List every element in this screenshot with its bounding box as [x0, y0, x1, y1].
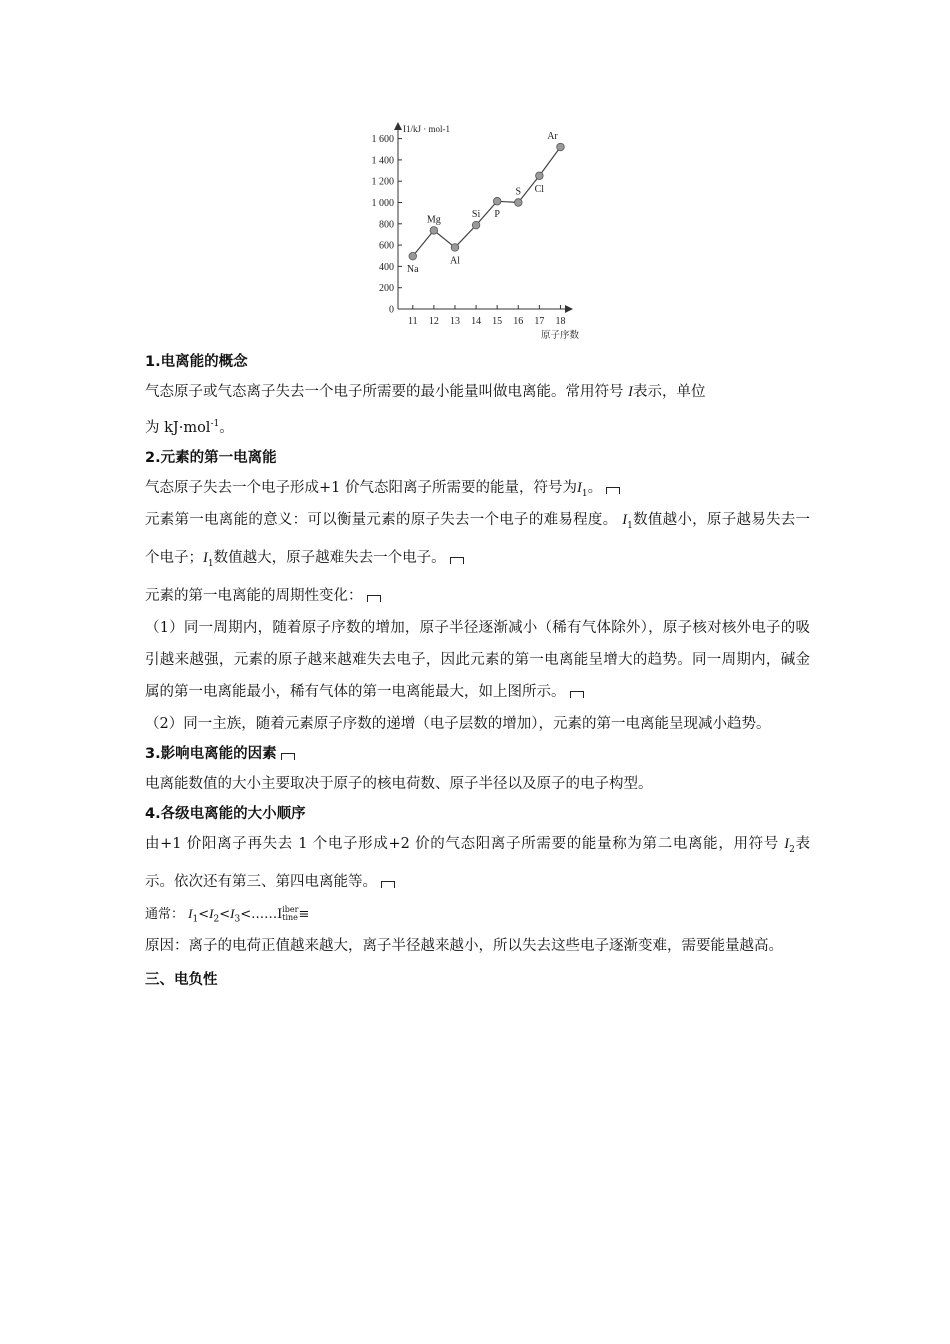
point-label: Si: [471, 209, 481, 221]
point-label: S: [515, 186, 522, 198]
paragraph-periodic-change: 元素的第一电离能的周期性变化：: [145, 580, 810, 612]
ionization-energy-chart: [355, 118, 595, 346]
x-tick-label: 16: [513, 316, 524, 327]
y-tick-label: 1 400: [371, 155, 394, 167]
heading-electronegativity: 三、电负性: [145, 971, 218, 988]
y-tick-label: 1 600: [371, 134, 394, 146]
paragraph-usual-order: 通常： $I_1<I_2<I_3<\dots\dots Iiber$ tine≡: [145, 905, 310, 925]
data-line: [413, 147, 561, 256]
x-tick-label: 15: [492, 316, 503, 327]
document-body: [145, 348, 810, 994]
paragraph-second-ionization: 由+1 价阳离子再失去 1 个电子形成+2 价的气态阳离子所需要的能量称为第二电离能，用符号 $I_2$表示。依次还有第三、第四电离能等。: [145, 835, 811, 890]
paragraph-reason: 原因：离子的电荷正值越来越大，离子半径越来越小，所以失去这些电子逐渐变难，需要能量越高。: [145, 937, 783, 954]
bookmark-icon: [281, 753, 295, 760]
data-point: [514, 199, 522, 207]
paragraph-same-group: （2）同一主族，随着元素原子序数的递增（电子层数的增加），元素的第一电离能呈现减小趋势。: [145, 715, 771, 732]
x-axis-label: 原子序数: [540, 331, 579, 341]
y-tick-label: 400: [379, 261, 394, 273]
data-point: [472, 221, 480, 229]
data-point: [536, 172, 544, 180]
y-tick-label: 600: [379, 240, 394, 252]
paragraph-same-period: （1）同一周期内，随着原子序数的增加，原子半径逐渐减小（稀有气体除外），原子核对核外电子的吸引越来越强，元素的原子越来越难失去电子，因此元素的第一电离能呈增大的趋势。同一周期内，碱金属的第一电离能最小，稀有气体的第一电离能最大，如上图所示。: [145, 619, 810, 700]
y-tick-label: 0: [389, 304, 394, 316]
point-label: Mg: [426, 214, 441, 226]
heading-first-ionization: 2.元素的第一电离能: [145, 449, 277, 466]
point-label: Ar: [547, 131, 558, 143]
garbled-fragment: iber tine: [282, 905, 299, 922]
point-label: Al: [449, 255, 460, 267]
x-tick-label: 11: [407, 316, 418, 327]
point-label: Na: [406, 264, 419, 276]
bookmark-icon: [450, 557, 464, 564]
data-point: [409, 252, 417, 260]
x-axis-arrow: [565, 305, 573, 313]
x-tick-label: 17: [534, 316, 545, 327]
bookmark-icon: [381, 881, 395, 888]
paragraph-first-ionization-definition: 气态原子失去一个电子形成+1 价气态阳离子所需要的能量，符号为$I_1$。: [145, 472, 810, 504]
heading-influencing-factors: 3.影响电离能的因素: [145, 740, 810, 768]
y-axis-arrow: [394, 122, 402, 130]
y-tick-label: 800: [379, 219, 394, 231]
y-tick-label: 1 000: [371, 198, 394, 209]
y-tick-label: 200: [379, 283, 394, 295]
x-tick-label: 18: [555, 316, 566, 327]
point-label: P: [494, 209, 500, 221]
data-point: [493, 197, 501, 205]
x-tick-label: 14: [471, 316, 482, 327]
data-point: [557, 143, 565, 151]
heading-order-of-ionization: 4.各级电离能的大小顺序: [145, 805, 306, 822]
paragraph-factors: 电离能数值的大小主要取决于原子的核电荷数、原子半径以及原子的电子构型。: [145, 775, 653, 792]
bookmark-icon: [606, 487, 620, 494]
y-axis-label: I1/kJ · mol-1: [403, 124, 450, 134]
heading-ionization-concept: 1.电离能的概念: [145, 354, 248, 370]
bookmark-icon: [570, 691, 584, 698]
bookmark-icon: [367, 595, 381, 602]
data-point: [430, 227, 438, 235]
x-tick-label: 13: [449, 316, 460, 327]
data-point: [451, 244, 459, 252]
paragraph-first-ionization-meaning: 元素第一电离能的意义：可以衡量元素的原子失去一个电子的难易程度。 $I_1$数值越小，原子越易失去一个电子；$I_1$数值越大，原子越难失去一个电子。: [145, 511, 811, 569]
point-label: Cl: [534, 183, 545, 195]
paragraph-concept: 气态原子或气态离子失去一个电子所需要的最小能量叫做电离能。常用符号 I表示，单位 为 kJ·mol$^{-1}$。: [145, 384, 706, 436]
y-tick-label: 1 200: [371, 176, 394, 188]
x-tick-label: 12: [428, 316, 439, 327]
